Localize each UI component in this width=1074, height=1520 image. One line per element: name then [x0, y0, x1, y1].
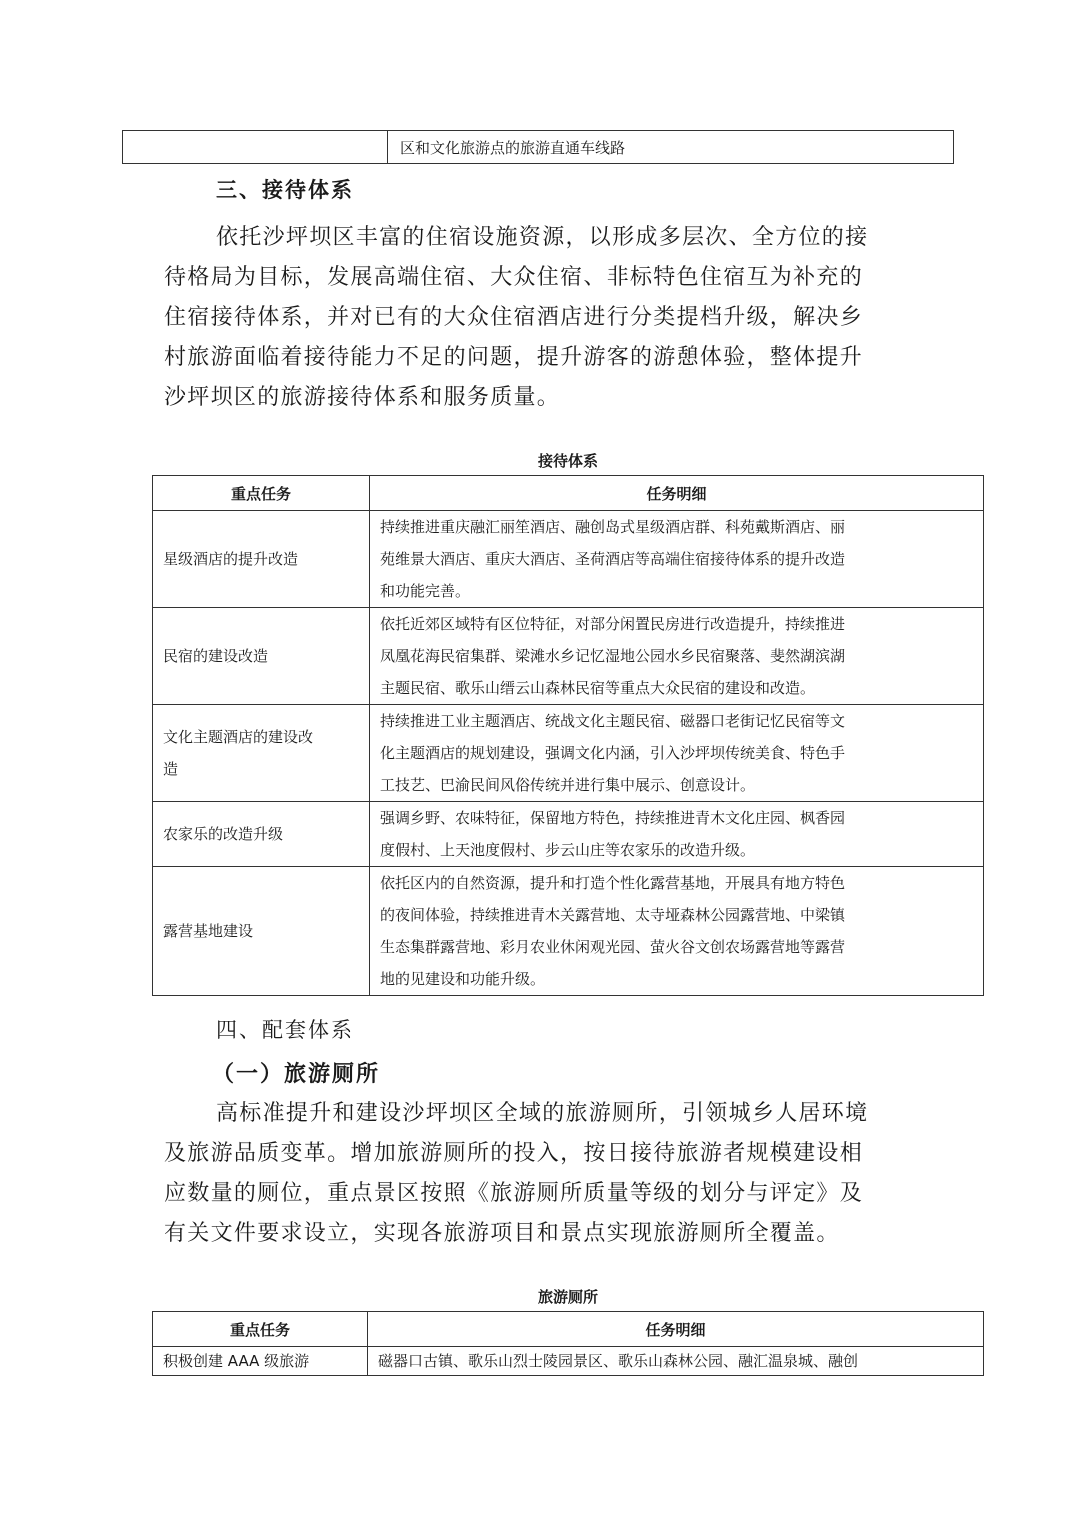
task-line: 文化主题酒店的建设改 — [163, 728, 314, 746]
paragraph-line: 应数量的厕位，重点景区按照《旅游厕所质量等级的划分与评定》及 — [164, 1181, 864, 1206]
detail-line: 和功能完善。 — [380, 582, 471, 600]
reception-table — [152, 475, 984, 996]
table-row — [153, 867, 984, 996]
section3-heading: 三、接待体系 — [216, 178, 354, 202]
section4-paragraph — [164, 1094, 914, 1254]
continuation-table — [122, 130, 954, 164]
table-row — [153, 802, 984, 867]
detail-line: 工技艺、巴渝民间风俗传统并进行集中展示、创意设计。 — [380, 776, 756, 794]
task-cell — [153, 511, 370, 608]
task-cell — [153, 705, 370, 802]
detail-line: 主题民宿、歌乐山缙云山森林民宿等重点大众民宿的建设和改造。 — [380, 679, 816, 697]
detail-line: 度假村、上天池度假村、步云山庄等农家乐的改造升级。 — [380, 841, 756, 859]
paragraph-line: 依托沙坪坝区丰富的住宿设施资源，以形成多层次、全方位的接 — [216, 225, 869, 250]
paragraph-line: 沙坪坝区的旅游接待体系和服务质量。 — [164, 385, 561, 410]
paragraph-line: 及旅游品质变革。增加旅游厕所的投入，按日接待旅游者规模建设相 — [164, 1141, 864, 1166]
continuation-right-cell: 区和文化旅游点的旅游直通车线路 — [388, 131, 954, 164]
column-header-detail: 任务明细 — [370, 476, 984, 511]
detail-line: 凤凰花海民宿集群、梁滩水乡记忆湿地公园水乡民宿聚落、斐然湖滨湖 — [380, 647, 846, 665]
detail-line: 依托近郊区域特有区位特征，对部分闲置民房进行改造提升，持续推进 — [380, 615, 846, 633]
table-row — [123, 131, 954, 164]
section4-subheading: （一）旅游厕所 — [212, 1062, 381, 1087]
detail-line: 持续推进工业主题酒店、统战文化主题民宿、磁器口老街记忆民宿等文 — [380, 712, 846, 730]
detail-line: 生态集群露营地、彩月农业休闲观光园、萤火谷文创农场露营地等露营 — [380, 938, 846, 956]
task-line: 民宿的建设改造 — [163, 647, 269, 665]
table-row — [153, 511, 984, 608]
task-line: 星级酒店的提升改造 — [163, 550, 299, 568]
task-cell — [153, 608, 370, 705]
toilet-table — [152, 1311, 984, 1376]
detail-cell — [370, 511, 984, 608]
column-header-detail: 任务明细 — [368, 1312, 984, 1347]
paragraph-line: 高标准提升和建设沙坪坝区全域的旅游厕所，引领城乡人居环境 — [216, 1101, 869, 1126]
column-header-task: 重点任务 — [153, 476, 370, 511]
section4-heading: 四、配套体系 — [216, 1018, 354, 1042]
table-caption-reception: 接待体系 — [537, 452, 598, 470]
task-line: 露营基地建设 — [163, 922, 254, 940]
table-caption-toilet: 旅游厕所 — [537, 1288, 598, 1306]
table-header-row — [153, 1312, 984, 1347]
task-line: 农家乐的改造升级 — [163, 825, 284, 843]
detail-line: 的夜间体验，持续推进青木关露营地、太寺垭森林公园露营地、中梁镇 — [380, 906, 846, 924]
detail-line: 苑维景大酒店、重庆大酒店、圣荷酒店等高端住宿接待体系的提升改造 — [380, 550, 846, 568]
table-row — [153, 1347, 984, 1376]
detail-line: 持续推进重庆融汇丽笙酒店、融创岛式星级酒店群、科苑戴斯酒店、丽 — [380, 518, 846, 536]
table-row — [153, 705, 984, 802]
continuation-left-cell — [123, 131, 388, 164]
table-row — [153, 608, 984, 705]
column-header-task: 重点任务 — [153, 1312, 368, 1347]
paragraph-line: 待格局为目标，发展高端住宿、大众住宿、非标特色住宿互为补充的 — [164, 265, 864, 290]
detail-line: 依托区内的自然资源，提升和打造个性化露营基地，开展具有地方特色 — [380, 874, 846, 892]
paragraph-line: 有关文件要求设立，实现各旅游项目和景点实现旅游厕所全覆盖。 — [164, 1221, 840, 1246]
detail-cell: 磁器口古镇、歌乐山烈士陵园景区、歌乐山森林公园、融汇温泉城、融创 — [368, 1347, 984, 1376]
paragraph-line: 住宿接待体系，并对已有的大众住宿酒店进行分类提档升级，解决乡 — [164, 305, 864, 330]
table-header-row — [153, 476, 984, 511]
paragraph-line: 村旅游面临着接待能力不足的问题，提升游客的游憩体验，整体提升 — [164, 345, 864, 370]
section3-paragraph — [164, 218, 914, 418]
detail-cell — [370, 608, 984, 705]
task-cell — [153, 802, 370, 867]
detail-cell — [370, 705, 984, 802]
detail-cell — [370, 867, 984, 996]
task-line: 造 — [163, 760, 179, 778]
detail-line: 强调乡野、农味特征，保留地方特色，持续推进青木文化庄园、枫香园 — [380, 809, 846, 827]
detail-line: 地的见建设和功能升级。 — [380, 970, 546, 988]
task-cell: 积极创建 AAA 级旅游 — [153, 1347, 368, 1376]
detail-line: 化主题酒店的规划建设，强调文化内涵，引入沙坪坝传统美食、特色手 — [380, 744, 846, 762]
task-cell — [153, 867, 370, 996]
detail-cell — [370, 802, 984, 867]
